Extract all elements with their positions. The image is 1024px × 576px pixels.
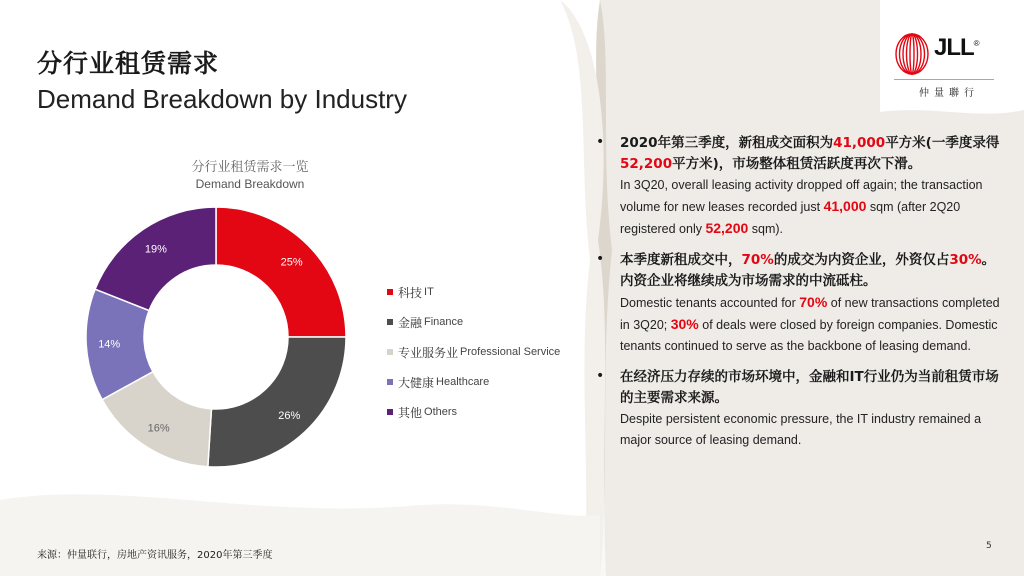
chart-legend [387, 277, 560, 427]
bullet-dot-icon: • [596, 134, 605, 150]
donut-slice-finance [208, 337, 346, 467]
text-run: 平方米)，市场整体租赁活跃度再次下滑。 [672, 156, 922, 172]
donut-slice-it [216, 207, 346, 337]
text-run: 的成交为内资企业，外资仅占 [773, 252, 950, 268]
bullet-text-cn [620, 133, 1006, 175]
text-run: of new transactions completed in 3Q20; [620, 296, 1000, 332]
bullet-item [596, 250, 1006, 357]
logo-subtitle: 仲量聯行 [919, 88, 979, 99]
text-run: 。内资企业将继续成为市场需求的中流砥柱。 [620, 252, 996, 289]
legend-swatch [387, 379, 393, 385]
text-run: 本季度新租成交中， [620, 252, 742, 268]
legend-swatch [387, 409, 393, 415]
source-note: 来源：仲量联行，房地产资讯服务，2020年第三季度 [37, 550, 273, 561]
legend-item [387, 337, 560, 367]
text-run: Despite persistent economic pressure, the IT industry remained a major source of leasing demand. [620, 412, 982, 447]
slice-label: 14% [98, 338, 121, 351]
legend-item [387, 277, 560, 307]
legend-label-cn: 金融 [398, 315, 423, 330]
text-run: sqm (after 2Q20 registered only [620, 200, 961, 236]
text-run: 2020年第三季度，新租成交面积为 [620, 135, 834, 151]
logo-wordmark: JLL® [934, 34, 979, 61]
legend-label-en: Finance [424, 316, 464, 328]
logo-divider [894, 79, 994, 80]
highlight-figure: 41,000 [833, 135, 886, 151]
highlight-figure: 30% [949, 252, 982, 268]
text-run: Domestic tenants accounted for [620, 296, 800, 310]
highlight-figure: 30% [670, 316, 699, 332]
text-run: 在经济压力存续的市场环境中，金融和IT行业仍为当前租赁市场的主要需求来源。 [620, 369, 999, 406]
bullet-item [596, 133, 1006, 240]
legend-label-cn: 其他 [398, 405, 423, 420]
highlight-figure: 70% [799, 294, 828, 310]
chart-title-en: Demand Breakdown [195, 177, 305, 191]
highlight-figure: 70% [741, 252, 774, 268]
legend-item [387, 307, 560, 337]
text-run: 平方米(一季度录得 [885, 135, 1000, 151]
bullet-text-en [620, 292, 1006, 357]
bullet-text-en [620, 409, 1006, 451]
slice-label: 26% [278, 409, 301, 422]
legend-swatch [387, 319, 393, 325]
legend-label-en: Healthcare [436, 376, 490, 388]
bullet-dot-icon: • [596, 251, 605, 267]
legend-label-cn: 专业服务业 [398, 345, 459, 360]
chart-title-cn: 分行业租赁需求一览 [191, 160, 309, 175]
bullet-text-cn [620, 250, 1006, 292]
legend-label-en: Others [424, 406, 458, 418]
text-run: In 3Q20, overall leasing activity dropped off again; the transaction volume for new leases recorded just [620, 178, 983, 214]
page-title-cn: 分行业租赁需求 [37, 49, 220, 78]
legend-label-en: Professional Service [460, 346, 561, 358]
bullet-text-en [620, 175, 1006, 240]
slice-label: 25% [280, 256, 303, 269]
highlight-figure: 52,200 [705, 220, 749, 236]
legend-label-cn: 大健康 [398, 375, 435, 390]
bullet-item [596, 367, 1006, 451]
legend-label-cn: 科技 [398, 285, 423, 300]
slice-label: 19% [144, 243, 167, 256]
text-run: sqm). [748, 222, 784, 236]
bullet-text-cn [620, 367, 1006, 409]
legend-item [387, 367, 560, 397]
bullet-list [596, 133, 1006, 461]
legend-label-en: IT [424, 286, 434, 298]
slice-label: 16% [147, 422, 170, 435]
legend-item [387, 397, 560, 427]
text-run: of deals were closed by foreign companies. Domestic tenants continued to serve as the backbone of leasing demand. [620, 318, 998, 353]
highlight-figure: 52,200 [620, 156, 673, 172]
donut-slice-others [95, 207, 216, 310]
donut-chart [80, 200, 370, 490]
legend-swatch [387, 289, 393, 295]
page-number: 5 [986, 541, 992, 551]
bullet-dot-icon: • [596, 368, 605, 384]
legend-swatch [387, 349, 393, 355]
page-title-en: Demand Breakdown by Industry [37, 84, 407, 114]
highlight-figure: 41,000 [823, 198, 867, 214]
